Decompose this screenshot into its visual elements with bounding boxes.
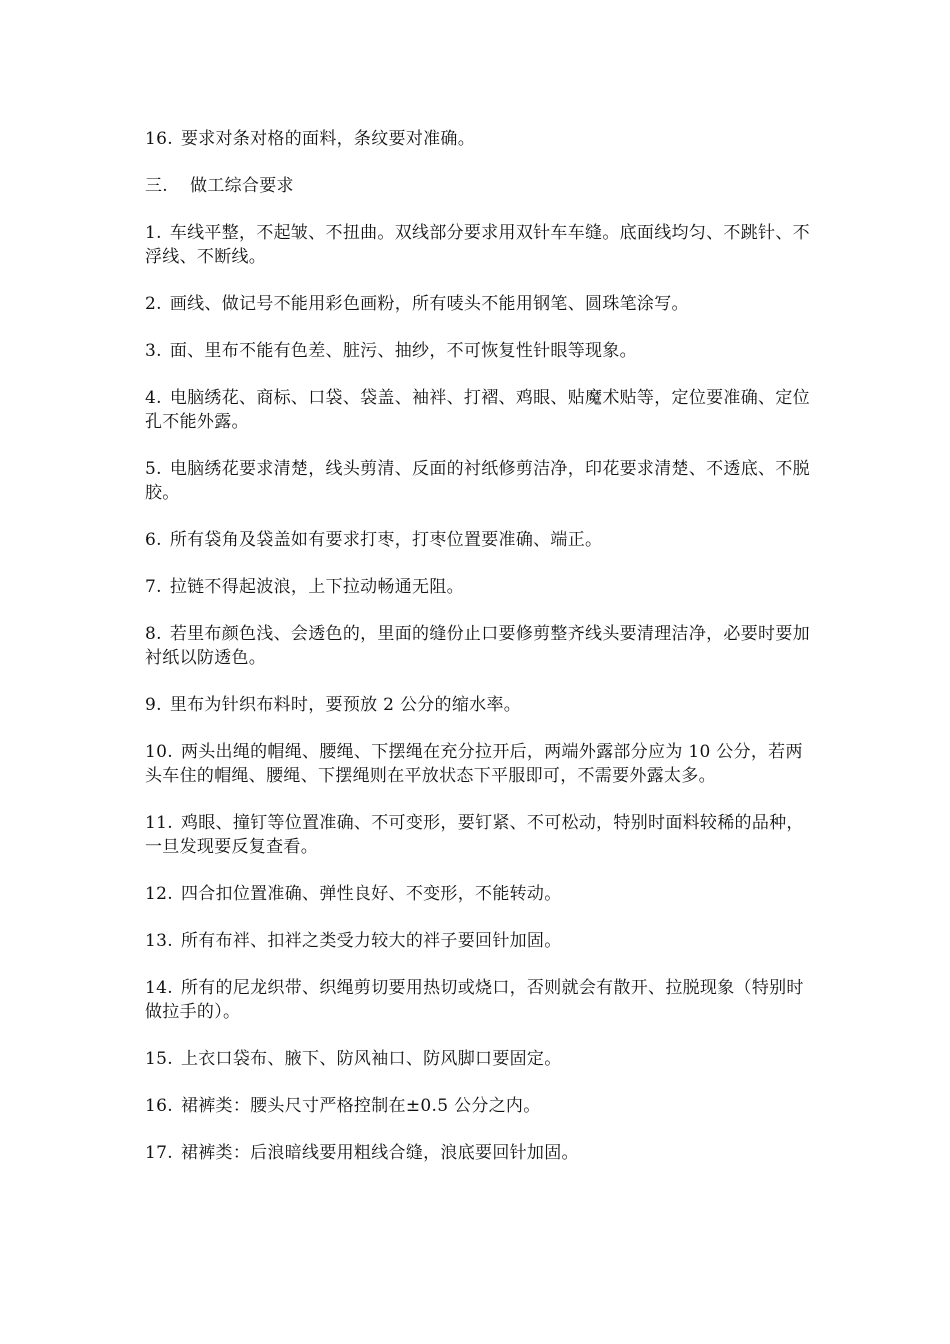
item-text: 鸡眼、撞钉等位置准确、不可变形，要钉紧、不可松动，特别时面料较稀的品种，一旦发现要反复查看。 bbox=[145, 813, 804, 857]
item-number: 12. bbox=[145, 884, 173, 904]
item-text: 面、里布不能有色差、脏污、抽纱，不可恢复性针眼等现象。 bbox=[169, 341, 637, 361]
item-text: 裙裤类：腰头尺寸严格控制在±0.5 公分之内。 bbox=[180, 1096, 541, 1116]
item-text: 裙裤类：后浪暗线要用粗线合缝，浪底要回针加固。 bbox=[180, 1143, 579, 1163]
item-number: 15. bbox=[145, 1049, 173, 1069]
list-item bbox=[145, 740, 815, 788]
item-number: 5. bbox=[145, 459, 162, 479]
list-item bbox=[145, 622, 815, 670]
list-item bbox=[145, 221, 815, 269]
list-item bbox=[145, 339, 815, 363]
item-number: 16. bbox=[145, 129, 173, 149]
item-text: 四合扣位置准确、弹性良好、不变形，不能转动。 bbox=[180, 884, 562, 904]
item-number: 4. bbox=[145, 388, 162, 408]
list-item bbox=[145, 292, 815, 316]
list-item bbox=[145, 127, 815, 151]
item-text: 所有的尼龙织带、织绳剪切要用热切或烧口，否则就会有散开、拉脱现象（特别时做拉手的）。 bbox=[145, 978, 804, 1022]
item-number: 6. bbox=[145, 530, 162, 550]
section-number: 三. bbox=[145, 176, 169, 196]
item-number: 16. bbox=[145, 1096, 173, 1116]
section-heading bbox=[145, 174, 815, 198]
item-text: 两头出绳的帽绳、腰绳、下摆绳在充分拉开后，两端外露部分应为 10 公分，若两头车住的帽绳、腰绳、下摆绳则在平放状态下平服即可，不需要外露太多。 bbox=[145, 742, 803, 786]
item-number: 1. bbox=[145, 223, 162, 243]
section-title: 做工综合要求 bbox=[190, 176, 294, 196]
list-item bbox=[145, 811, 815, 859]
item-text: 所有袋角及袋盖如有要求打枣，打枣位置要准确、端正。 bbox=[169, 530, 603, 550]
item-number: 7. bbox=[145, 577, 162, 597]
list-item bbox=[145, 1094, 815, 1118]
item-text: 若里布颜色浅、会透色的，里面的缝份止口要修剪整齐线头要清理洁净，必要时要加衬纸以防透色。 bbox=[145, 624, 810, 668]
item-number: 13. bbox=[145, 931, 173, 951]
list-item bbox=[145, 457, 815, 505]
item-text: 画线、做记号不能用彩色画粉，所有唛头不能用钢笔、圆珠笔涂写。 bbox=[169, 294, 689, 314]
list-item bbox=[145, 1047, 815, 1071]
item-text: 电脑绣花、商标、口袋、袋盖、袖袢、打褶、鸡眼、贴魔术贴等，定位要准确、定位孔不能外露。 bbox=[145, 388, 810, 432]
list-item bbox=[145, 976, 815, 1024]
item-number: 11. bbox=[145, 813, 173, 833]
list-item bbox=[145, 882, 815, 906]
item-text: 所有布袢、扣袢之类受力较大的袢子要回针加固。 bbox=[180, 931, 562, 951]
item-number: 2. bbox=[145, 294, 162, 314]
item-number: 14. bbox=[145, 978, 173, 998]
item-number: 17. bbox=[145, 1143, 173, 1163]
item-text: 车线平整，不起皱、不扭曲。双线部分要求用双针车车缝。底面线均匀、不跳针、不浮线、不断线。 bbox=[145, 223, 810, 267]
item-text: 电脑绣花要求清楚，线头剪清、反面的衬纸修剪洁净，印花要求清楚、不透底、不脱胶。 bbox=[145, 459, 810, 503]
item-number: 10. bbox=[145, 742, 173, 762]
item-text: 里布为针织布料时，要预放 2 公分的缩水率。 bbox=[169, 695, 522, 715]
item-text: 上衣口袋布、腋下、防风袖口、防风脚口要固定。 bbox=[180, 1049, 562, 1069]
list-item bbox=[145, 528, 815, 552]
item-text: 拉链不得起波浪，上下拉动畅通无阻。 bbox=[169, 577, 464, 597]
list-item bbox=[145, 693, 815, 717]
item-number: 9. bbox=[145, 695, 162, 715]
list-item bbox=[145, 386, 815, 434]
list-item bbox=[145, 575, 815, 599]
item-text: 要求对条对格的面料，条纹要对准确。 bbox=[180, 129, 476, 149]
item-number: 3. bbox=[145, 341, 162, 361]
list-item bbox=[145, 1141, 815, 1165]
document-body bbox=[145, 127, 815, 1188]
list-item bbox=[145, 929, 815, 953]
item-number: 8. bbox=[145, 624, 162, 644]
